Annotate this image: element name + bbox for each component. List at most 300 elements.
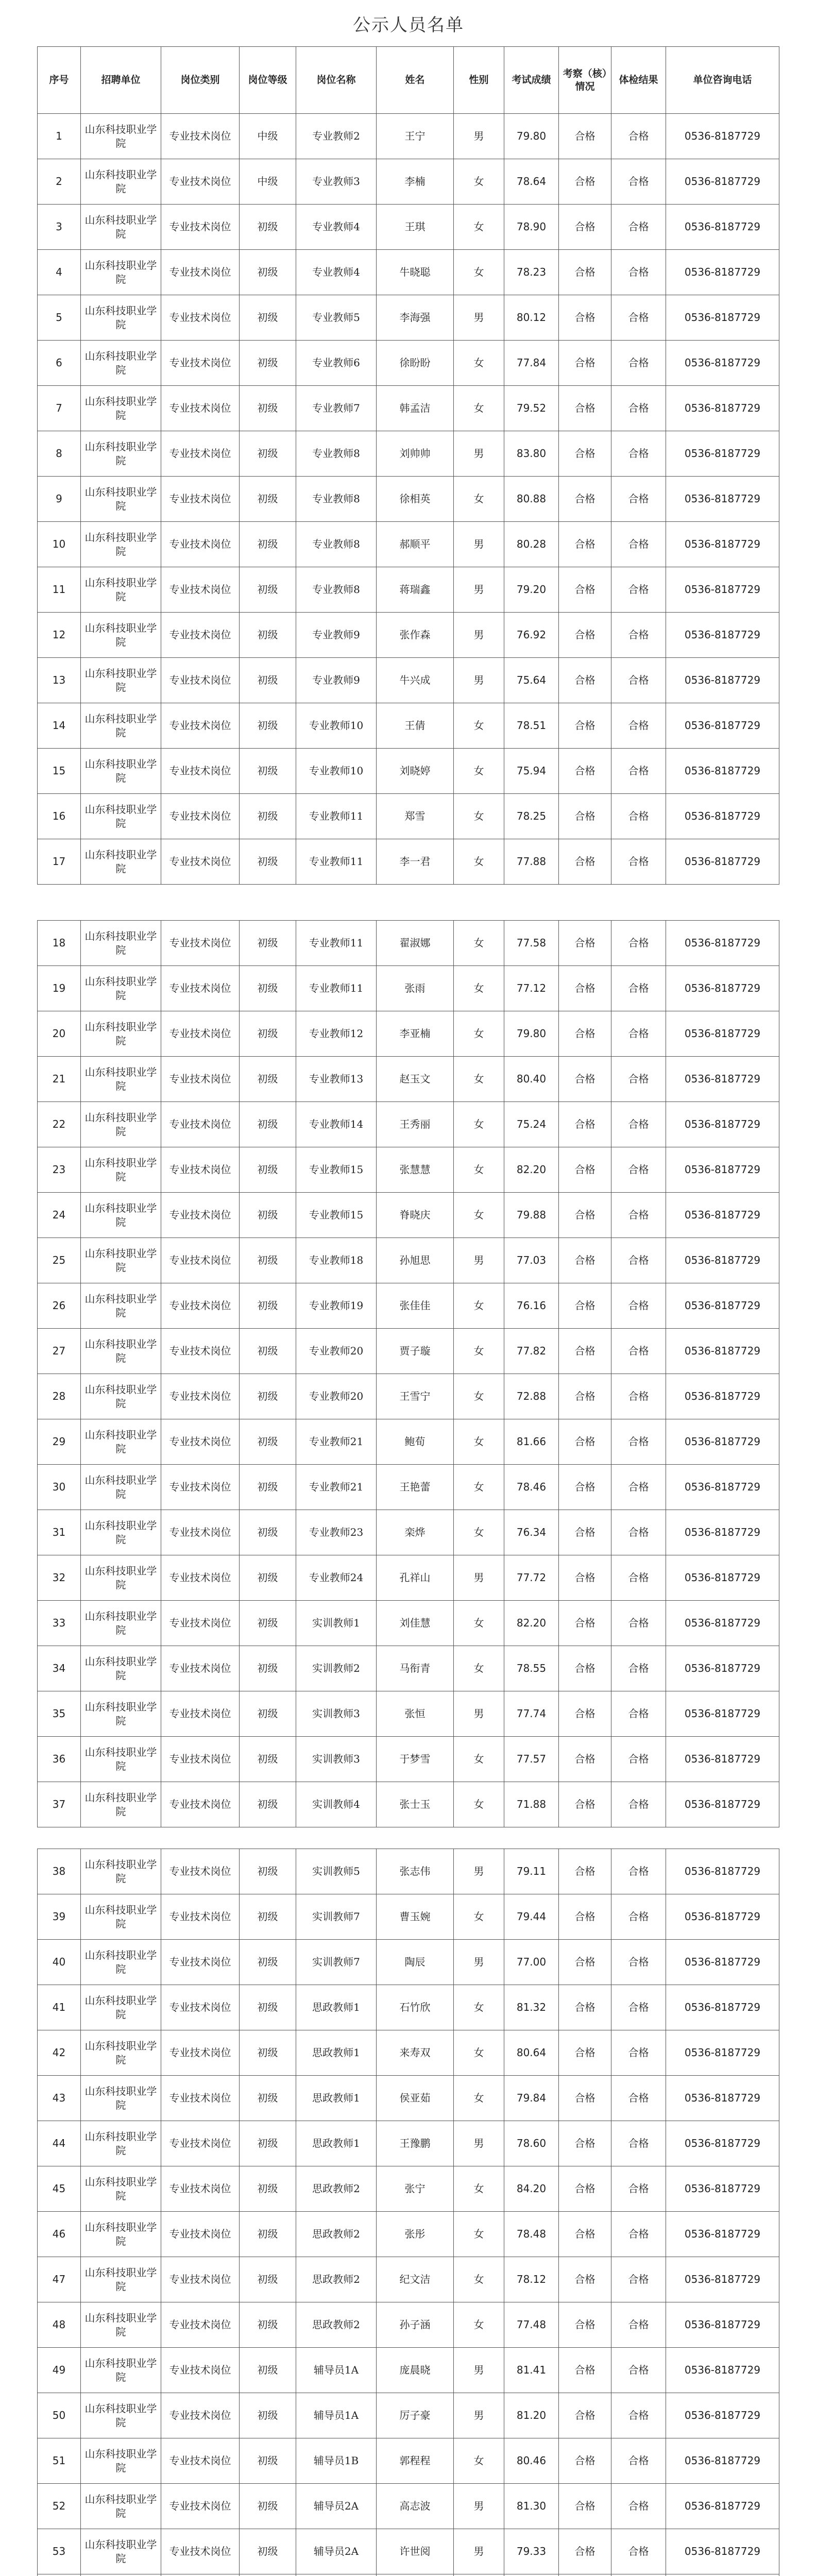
- table-row: [38, 921, 779, 966]
- col-index: 14: [38, 703, 81, 749]
- col-name: 徐相英: [377, 477, 454, 522]
- col-review: [559, 2574, 611, 2576]
- col-phone: 0536-8187729: [666, 1419, 779, 1465]
- col-name: 张恒: [377, 1691, 454, 1737]
- col-unit: 山东科技职业学院: [81, 1238, 161, 1283]
- col-name: 孙旭思: [377, 1238, 454, 1283]
- col-physical: 合格: [611, 966, 666, 1011]
- col-index: 21: [38, 1057, 81, 1102]
- col-score: 78.90: [504, 205, 559, 250]
- col-category: 专业技术岗位: [161, 2030, 240, 2076]
- col-index: 25: [38, 1238, 81, 1283]
- col-phone: 0536-8187729: [666, 1465, 779, 1510]
- col-level: 初级: [240, 1691, 296, 1737]
- col-unit: 山东科技职业学院: [81, 839, 161, 885]
- col-position: 专业教师19: [296, 1283, 377, 1329]
- col-unit: 山东科技职业学院: [81, 1894, 161, 1940]
- col-unit: 山东科技职业学院: [81, 114, 161, 159]
- col-position: 实训教师7: [296, 1894, 377, 1940]
- col-review: 合格: [559, 794, 611, 839]
- col-score: 78.48: [504, 2212, 559, 2257]
- col-position: 专业教师20: [296, 1374, 377, 1419]
- col-unit: 山东科技职业学院: [81, 658, 161, 703]
- col-index: 19: [38, 966, 81, 1011]
- table-row: [38, 749, 779, 794]
- col-name: 孙子涵: [377, 2302, 454, 2348]
- col-phone: 0536-8187729: [666, 431, 779, 477]
- col-review: 合格: [559, 1646, 611, 1691]
- col-unit: 山东科技职业学院: [81, 2484, 161, 2529]
- col-score: 77.00: [504, 1940, 559, 1985]
- col-physical: 合格: [611, 2257, 666, 2302]
- col-index: 12: [38, 613, 81, 658]
- col-unit: 山东科技职业学院: [81, 2076, 161, 2121]
- col-unit: 山东科技职业学院: [81, 205, 161, 250]
- col-phone: 0536-8187729: [666, 1057, 779, 1102]
- col-score: 77.72: [504, 1555, 559, 1601]
- col-physical: 合格: [611, 1057, 666, 1102]
- col-gender: 女: [454, 1283, 504, 1329]
- col-gender: 男: [454, 295, 504, 341]
- col-index: 17: [38, 839, 81, 885]
- col-review: 合格: [559, 1193, 611, 1238]
- col-physical: 合格: [611, 794, 666, 839]
- col-unit: 山东科技职业学院: [81, 703, 161, 749]
- table-row: [38, 1465, 779, 1510]
- col-level: 初级: [240, 1374, 296, 1419]
- col-score: 71.88: [504, 1782, 559, 1827]
- col-category: 专业技术岗位: [161, 1940, 240, 1985]
- col-phone: 0536-8187729: [666, 1555, 779, 1601]
- col-category: 专业技术岗位: [161, 2076, 240, 2121]
- table-row: [38, 1374, 779, 1419]
- col-gender: 男: [454, 613, 504, 658]
- col-review: 合格: [559, 2302, 611, 2348]
- col-review: 合格: [559, 341, 611, 386]
- col-category: 专业技术岗位: [161, 1849, 240, 1894]
- col-name: 郑雪: [377, 794, 454, 839]
- col-physical: 合格: [611, 1691, 666, 1737]
- col-gender: 女: [454, 250, 504, 295]
- col-category: 专业技术岗位: [161, 2529, 240, 2574]
- header-col-category: 岗位类别: [161, 47, 240, 114]
- col-position: 专业教师4: [296, 250, 377, 295]
- col-phone: 0536-8187729: [666, 2348, 779, 2393]
- results-table-part-3: [37, 1849, 779, 2576]
- col-gender: 女: [454, 2166, 504, 2212]
- col-category: 专业技术岗位: [161, 159, 240, 205]
- col-position: 专业教师6: [296, 341, 377, 386]
- col-review: 合格: [559, 2348, 611, 2393]
- col-position: 辅导员1B: [296, 2438, 377, 2484]
- col-unit: 山东科技职业学院: [81, 1329, 161, 1374]
- col-position: 实训教师7: [296, 1940, 377, 1985]
- col-unit: 山东科技职业学院: [81, 341, 161, 386]
- col-phone: 0536-8187729: [666, 966, 779, 1011]
- col-level: 初级: [240, 2302, 296, 2348]
- col-unit: 山东科技职业学院: [81, 2030, 161, 2076]
- col-name: 栾烨: [377, 1510, 454, 1555]
- col-score: 78.55: [504, 1646, 559, 1691]
- col-category: 专业技术岗位: [161, 431, 240, 477]
- col-name: 郭程程: [377, 2438, 454, 2484]
- col-physical: 合格: [611, 205, 666, 250]
- col-gender: 女: [454, 2257, 504, 2302]
- col-phone: 0536-8187729: [666, 114, 779, 159]
- col-unit: 山东科技职业学院: [81, 2257, 161, 2302]
- table-row: [38, 2076, 779, 2121]
- col-index: 33: [38, 1601, 81, 1646]
- col-level: 初级: [240, 1193, 296, 1238]
- col-category: 专业技术岗位: [161, 613, 240, 658]
- col-score: 78.23: [504, 250, 559, 295]
- col-gender: 女: [454, 386, 504, 431]
- col-score: 78.60: [504, 2121, 559, 2166]
- col-score: 78.51: [504, 703, 559, 749]
- col-physical: 合格: [611, 159, 666, 205]
- col-index: 23: [38, 1147, 81, 1193]
- col-score: 83.80: [504, 431, 559, 477]
- col-phone: 0536-8187729: [666, 1849, 779, 1894]
- col-physical: 合格: [611, 2484, 666, 2529]
- col-physical: 合格: [611, 295, 666, 341]
- col-level: 初级: [240, 295, 296, 341]
- header-col-physical: 体检结果: [611, 47, 666, 114]
- table-row: [38, 386, 779, 431]
- col-category: 专业技术岗位: [161, 1465, 240, 1510]
- col-gender: 女: [454, 1057, 504, 1102]
- table-row: [38, 1894, 779, 1940]
- col-review: 合格: [559, 205, 611, 250]
- table-row: [38, 1782, 779, 1827]
- col-position: 思政教师1: [296, 2076, 377, 2121]
- col-unit: 山东科技职业学院: [81, 295, 161, 341]
- col-category: 专业技术岗位: [161, 658, 240, 703]
- col-name: 李海强: [377, 295, 454, 341]
- col-score: 81.20: [504, 2393, 559, 2438]
- col-physical: 合格: [611, 1465, 666, 1510]
- col-gender: 男: [454, 2121, 504, 2166]
- col-category: 专业技术岗位: [161, 341, 240, 386]
- header-col-index: 序号: [38, 47, 81, 114]
- table-row: [38, 1283, 779, 1329]
- table-row: [38, 794, 779, 839]
- col-name: 韩孟洁: [377, 386, 454, 431]
- col-index: 11: [38, 567, 81, 613]
- col-position: 专业教师14: [296, 1102, 377, 1147]
- col-position: 实训教师2: [296, 1646, 377, 1691]
- col-category: 专业技术岗位: [161, 703, 240, 749]
- col-phone: 0536-8187729: [666, 295, 779, 341]
- table-row: [38, 1555, 779, 1601]
- header-col-unit: 招聘单位: [81, 47, 161, 114]
- col-physical: 合格: [611, 1283, 666, 1329]
- col-index: 24: [38, 1193, 81, 1238]
- col-gender: 女: [454, 1737, 504, 1782]
- col-gender: 男: [454, 2348, 504, 2393]
- col-level: 初级: [240, 1419, 296, 1465]
- col-review: 合格: [559, 2257, 611, 2302]
- table-row: [38, 1510, 779, 1555]
- col-phone: 0536-8187729: [666, 658, 779, 703]
- col-name: 石竹欣: [377, 1985, 454, 2030]
- col-physical: 合格: [611, 839, 666, 885]
- col-index: 44: [38, 2121, 81, 2166]
- col-category: 专业技术岗位: [161, 1782, 240, 1827]
- col-index: 28: [38, 1374, 81, 1419]
- col-position: 专业教师11: [296, 966, 377, 1011]
- col-phone: 0536-8187729: [666, 1147, 779, 1193]
- col-phone: 0536-8187729: [666, 1894, 779, 1940]
- col-name: 王倩: [377, 703, 454, 749]
- col-score: 81.30: [504, 2484, 559, 2529]
- table-row: [38, 1329, 779, 1374]
- col-unit: 山东科技职业学院: [81, 2393, 161, 2438]
- col-position: 实训教师1: [296, 1601, 377, 1646]
- col-category: [161, 2574, 240, 2576]
- col-review: 合格: [559, 658, 611, 703]
- col-physical: 合格: [611, 2438, 666, 2484]
- col-physical: 合格: [611, 1601, 666, 1646]
- col-index: 18: [38, 921, 81, 966]
- col-physical: 合格: [611, 477, 666, 522]
- table-row: [38, 2302, 779, 2348]
- col-review: 合格: [559, 159, 611, 205]
- col-index: [38, 2574, 81, 2576]
- results-table-part-1: [37, 46, 779, 885]
- col-physical: 合格: [611, 658, 666, 703]
- table-row: [38, 966, 779, 1011]
- col-phone: 0536-8187729: [666, 2393, 779, 2438]
- col-index: 4: [38, 250, 81, 295]
- col-category: 专业技术岗位: [161, 567, 240, 613]
- col-index: 5: [38, 295, 81, 341]
- col-review: 合格: [559, 1147, 611, 1193]
- col-category: 专业技术岗位: [161, 2121, 240, 2166]
- col-gender: 男: [454, 2484, 504, 2529]
- col-phone: 0536-8187729: [666, 921, 779, 966]
- col-review: 合格: [559, 1011, 611, 1057]
- col-name: [377, 2574, 454, 2576]
- col-category: 专业技术岗位: [161, 2484, 240, 2529]
- col-level: 初级: [240, 1102, 296, 1147]
- col-index: 34: [38, 1646, 81, 1691]
- col-unit: 山东科技职业学院: [81, 250, 161, 295]
- table-row: [38, 477, 779, 522]
- col-level: 初级: [240, 1011, 296, 1057]
- col-position: 专业教师15: [296, 1193, 377, 1238]
- col-score: 78.12: [504, 2257, 559, 2302]
- col-index: 47: [38, 2257, 81, 2302]
- col-index: 53: [38, 2529, 81, 2574]
- col-phone: 0536-8187729: [666, 1283, 779, 1329]
- col-name: 脊晓庆: [377, 1193, 454, 1238]
- col-level: 初级: [240, 2030, 296, 2076]
- col-gender: 女: [454, 1465, 504, 1510]
- col-level: 初级: [240, 1601, 296, 1646]
- col-gender: 女: [454, 966, 504, 1011]
- col-index: 13: [38, 658, 81, 703]
- col-name: 侯亚茹: [377, 2076, 454, 2121]
- col-gender: 女: [454, 794, 504, 839]
- table-row: [38, 205, 779, 250]
- col-unit: 山东科技职业学院: [81, 1057, 161, 1102]
- col-physical: 合格: [611, 2529, 666, 2574]
- col-review: 合格: [559, 2166, 611, 2212]
- col-category: 专业技术岗位: [161, 1601, 240, 1646]
- table-row: [38, 250, 779, 295]
- table-row: [38, 1057, 779, 1102]
- table-row: [38, 2166, 779, 2212]
- col-position: 思政教师1: [296, 2030, 377, 2076]
- col-phone: 0536-8187729: [666, 2257, 779, 2302]
- col-name: 蒋瑞鑫: [377, 567, 454, 613]
- col-unit: 山东科技职业学院: [81, 749, 161, 794]
- col-review: 合格: [559, 2438, 611, 2484]
- col-review: 合格: [559, 1601, 611, 1646]
- col-score: 80.46: [504, 2438, 559, 2484]
- col-review: 合格: [559, 1465, 611, 1510]
- col-unit: 山东科技职业学院: [81, 1374, 161, 1419]
- col-level: 初级: [240, 921, 296, 966]
- col-phone: 0536-8187729: [666, 1329, 779, 1374]
- col-unit: 山东科技职业学院: [81, 1782, 161, 1827]
- col-position: 专业教师2: [296, 114, 377, 159]
- col-index: 49: [38, 2348, 81, 2393]
- col-gender: 女: [454, 1193, 504, 1238]
- col-name: 李一君: [377, 839, 454, 885]
- col-index: 50: [38, 2393, 81, 2438]
- col-review: 合格: [559, 1238, 611, 1283]
- table-row: [38, 2348, 779, 2393]
- col-phone: 0536-8187729: [666, 794, 779, 839]
- col-unit: 山东科技职业学院: [81, 794, 161, 839]
- col-review: 合格: [559, 1691, 611, 1737]
- col-physical: 合格: [611, 250, 666, 295]
- header-col-gender: 性别: [454, 47, 504, 114]
- col-phone: 0536-8187729: [666, 1691, 779, 1737]
- col-physical: 合格: [611, 2076, 666, 2121]
- col-name: 赵玉文: [377, 1057, 454, 1102]
- col-index: 48: [38, 2302, 81, 2348]
- col-review: 合格: [559, 2484, 611, 2529]
- col-score: 79.52: [504, 386, 559, 431]
- col-physical: 合格: [611, 2030, 666, 2076]
- col-position: 专业教师11: [296, 921, 377, 966]
- col-score: 81.66: [504, 1419, 559, 1465]
- col-review: 合格: [559, 1057, 611, 1102]
- col-position: 专业教师15: [296, 1147, 377, 1193]
- col-unit: 山东科技职业学院: [81, 1011, 161, 1057]
- col-phone: 0536-8187729: [666, 1102, 779, 1147]
- table-row: [38, 613, 779, 658]
- col-position: 专业教师5: [296, 295, 377, 341]
- col-level: 初级: [240, 1555, 296, 1601]
- col-index: 41: [38, 1985, 81, 2030]
- col-phone: 0536-8187729: [666, 1646, 779, 1691]
- col-category: 专业技术岗位: [161, 966, 240, 1011]
- col-phone: 0536-8187729: [666, 703, 779, 749]
- col-category: 专业技术岗位: [161, 295, 240, 341]
- col-unit: 山东科技职业学院: [81, 1985, 161, 2030]
- col-review: 合格: [559, 703, 611, 749]
- col-review: 合格: [559, 477, 611, 522]
- col-score: 79.44: [504, 1894, 559, 1940]
- col-score: 79.11: [504, 1849, 559, 1894]
- col-index: 22: [38, 1102, 81, 1147]
- col-gender: 女: [454, 1894, 504, 1940]
- col-level: 初级: [240, 1985, 296, 2030]
- col-gender: 女: [454, 341, 504, 386]
- col-category: 专业技术岗位: [161, 839, 240, 885]
- col-score: 77.74: [504, 1691, 559, 1737]
- col-level: 初级: [240, 1057, 296, 1102]
- col-category: 专业技术岗位: [161, 1102, 240, 1147]
- col-name: 刘佳慧: [377, 1601, 454, 1646]
- col-position: 专业教师10: [296, 703, 377, 749]
- col-unit: 山东科技职业学院: [81, 966, 161, 1011]
- col-phone: 0536-8187729: [666, 1510, 779, 1555]
- col-category: 专业技术岗位: [161, 1555, 240, 1601]
- col-name: 厉子豪: [377, 2393, 454, 2438]
- col-phone: 0536-8187729: [666, 1011, 779, 1057]
- col-index: 6: [38, 341, 81, 386]
- col-unit: 山东科技职业学院: [81, 2166, 161, 2212]
- col-gender: 男: [454, 1849, 504, 1894]
- table-row: [38, 703, 779, 749]
- col-name: 张志伟: [377, 1849, 454, 1894]
- col-unit: 山东科技职业学院: [81, 2438, 161, 2484]
- col-physical: 合格: [611, 1849, 666, 1894]
- col-gender: 男: [454, 1691, 504, 1737]
- col-review: 合格: [559, 386, 611, 431]
- col-physical: 合格: [611, 386, 666, 431]
- col-name: 牛兴成: [377, 658, 454, 703]
- col-level: 初级: [240, 1646, 296, 1691]
- col-review: 合格: [559, 1555, 611, 1601]
- col-position: 思政教师1: [296, 1985, 377, 2030]
- table-row: [38, 1849, 779, 1894]
- table-row: [38, 1646, 779, 1691]
- col-physical: 合格: [611, 1894, 666, 1940]
- col-score: 77.48: [504, 2302, 559, 2348]
- col-level: [240, 2574, 296, 2576]
- col-name: 郝顺平: [377, 522, 454, 567]
- col-name: 许世阅: [377, 2529, 454, 2574]
- col-unit: 山东科技职业学院: [81, 1691, 161, 1737]
- col-position: 实训教师4: [296, 1782, 377, 1827]
- col-level: 初级: [240, 1782, 296, 1827]
- col-name: 刘晓婷: [377, 749, 454, 794]
- col-category: 专业技术岗位: [161, 477, 240, 522]
- table-row: [38, 1193, 779, 1238]
- col-category: 专业技术岗位: [161, 2348, 240, 2393]
- col-position: 实训教师5: [296, 1849, 377, 1894]
- col-gender: 女: [454, 1374, 504, 1419]
- col-phone: [666, 2574, 779, 2576]
- col-level: 初级: [240, 1849, 296, 1894]
- col-name: 张慧慧: [377, 1147, 454, 1193]
- col-gender: 男: [454, 431, 504, 477]
- col-index: 15: [38, 749, 81, 794]
- table-row: [38, 1691, 779, 1737]
- col-position: 专业教师3: [296, 159, 377, 205]
- col-name: 王宁: [377, 114, 454, 159]
- col-score: 72.88: [504, 1374, 559, 1419]
- table-row: [38, 2438, 779, 2484]
- col-index: 42: [38, 2030, 81, 2076]
- col-review: 合格: [559, 1102, 611, 1147]
